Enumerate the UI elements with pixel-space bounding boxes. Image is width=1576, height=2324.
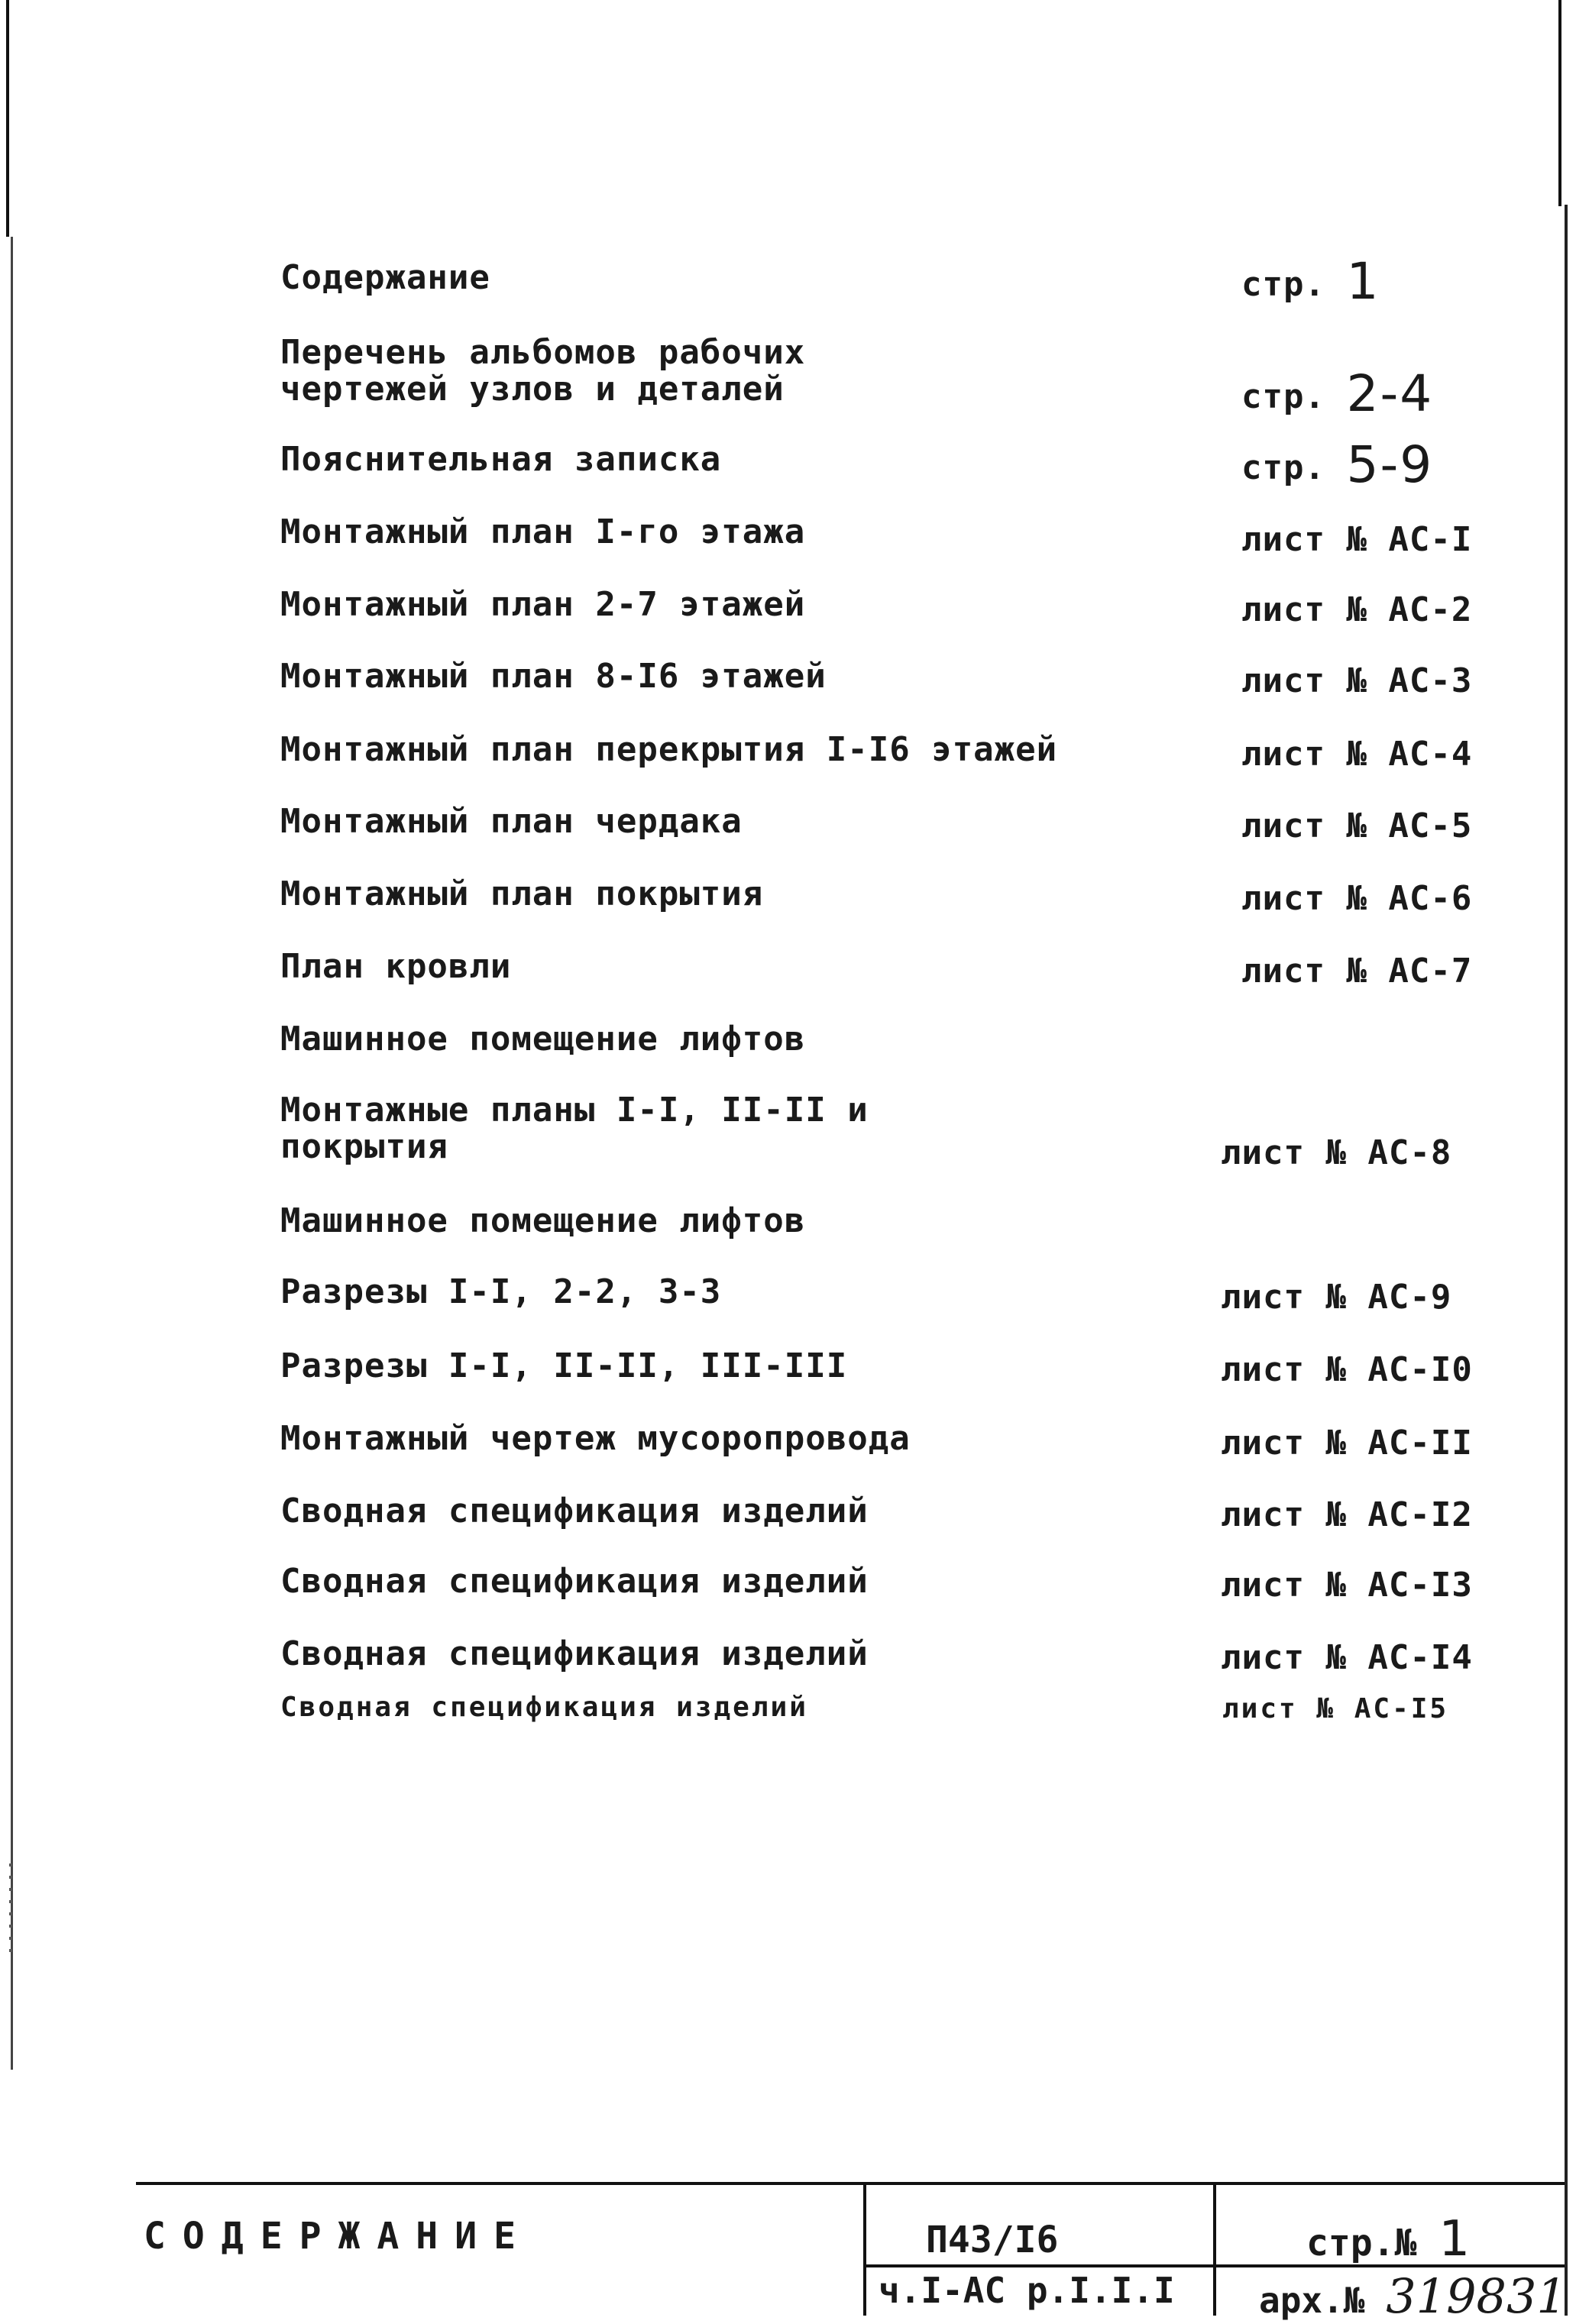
contents-ref: лист № АС-I3 (1221, 1566, 1473, 1605)
contents-ref: лист № АС-7 (1241, 952, 1473, 991)
handwritten-page: 1 (1346, 252, 1380, 311)
ref-prefix: стр. (1241, 448, 1325, 487)
contents-ref: лист № АС-2 (1241, 590, 1473, 629)
handwritten-page: 5-9 (1346, 435, 1434, 494)
contents-title: Перечень альбомов рабочих чертежей узлов и деталей (280, 333, 806, 409)
document-name: СОДЕРЖАНИЕ (144, 2215, 532, 2258)
frame-border-right (1565, 205, 1568, 2316)
title-block-divider (863, 2184, 866, 2316)
title-block-divider (1213, 2184, 1216, 2316)
frame-border-left (11, 237, 13, 2070)
contents-ref: лист № АС-II (1221, 1424, 1473, 1463)
contents-title: Монтажный план покрытия (280, 874, 764, 913)
contents-title: Сводная спецификация изделий (280, 1562, 869, 1601)
frame-border-left-top (6, 0, 9, 237)
contents-title: Машинное помещение лифтов (280, 1201, 806, 1240)
contents-title: Монтажный план чердака (280, 802, 743, 841)
contents-ref (1241, 364, 1434, 423)
contents-ref (1241, 252, 1380, 311)
title-block-top-line (136, 2182, 1565, 2185)
contents-ref: лист № АС-9 (1221, 1278, 1452, 1317)
contents-title: Сводная спецификация изделий (280, 1634, 869, 1673)
contents-title: Монтажный план перекрытия I-I6 этажей (280, 730, 1058, 769)
contents-title: План кровли (280, 947, 512, 986)
ref-prefix: стр. (1241, 265, 1325, 304)
archive-number (1259, 2268, 1567, 2324)
contents-ref: лист № АС-I2 (1221, 1495, 1473, 1534)
contents-title: Монтажный план 8-I6 этажей (280, 657, 827, 696)
handwritten-page: 2-4 (1346, 364, 1434, 423)
contents-title: Монтажный план I-го этажа (280, 512, 806, 551)
contents-title: Пояснительная записка (280, 440, 722, 479)
contents-ref: лист № АС-8 (1221, 1133, 1452, 1172)
part-section: ч.I-АС р.I.I.I (879, 2270, 1175, 2311)
page-number (1306, 2211, 1470, 2267)
contents-ref: лист № АС-I (1241, 520, 1473, 559)
page-label: стр.№ (1306, 2222, 1417, 2264)
contents-ref: лист № АС-I0 (1221, 1350, 1473, 1389)
archive-value: 319831 (1386, 2268, 1567, 2324)
punch-marks (9, 1863, 12, 1955)
archive-label: арх.№ (1259, 2280, 1365, 2321)
contents-title: Сводная спецификация изделий (280, 1492, 869, 1530)
contents-ref (1241, 435, 1434, 494)
contents-ref: лист № АС-3 (1241, 661, 1473, 700)
frame-border-right-top (1558, 0, 1561, 206)
project-code: П43/I6 (926, 2219, 1059, 2261)
contents-title: Машинное помещение лифтов (280, 1020, 806, 1059)
contents-ref: лист № АС-I4 (1221, 1638, 1473, 1677)
contents-title: Разрезы I-I, II-II, III-III (280, 1346, 848, 1385)
contents-ref: лист № АС-4 (1241, 735, 1473, 774)
contents-title: Монтажные планы I-I, II-II и покрытия (280, 1091, 869, 1166)
contents-ref: лист № АС-I5 (1222, 1693, 1449, 1724)
contents-ref: лист № АС-5 (1241, 806, 1473, 845)
page-value: 1 (1438, 2211, 1471, 2267)
contents-ref: лист № АС-6 (1241, 879, 1473, 918)
contents-title: Разрезы I-I, 2-2, 3-3 (280, 1272, 722, 1311)
ref-prefix: стр. (1241, 377, 1325, 416)
contents-title: Монтажный план 2-7 этажей (280, 585, 806, 624)
contents-title: Сводная спецификация изделий (280, 1692, 808, 1723)
contents-title: Содержание (280, 258, 490, 297)
contents-title: Монтажный чертеж мусоропровода (280, 1419, 911, 1458)
